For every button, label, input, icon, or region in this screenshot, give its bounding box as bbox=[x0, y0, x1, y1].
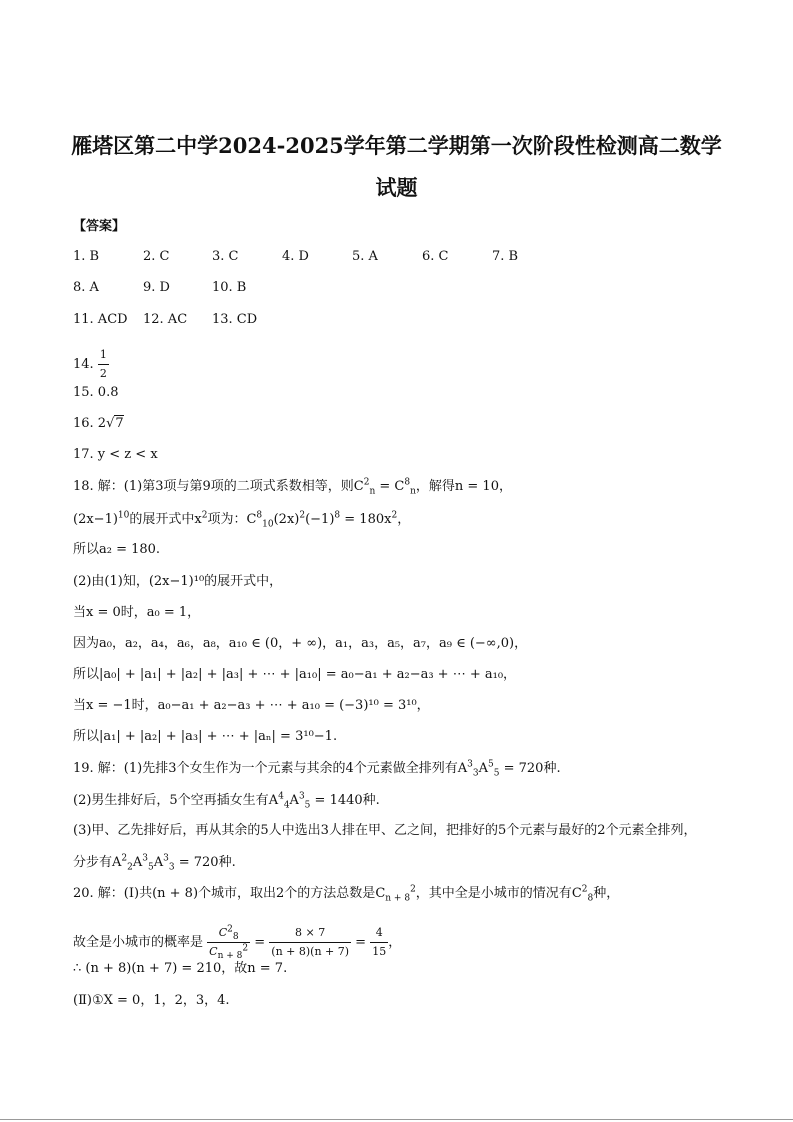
answer-item: 6. C bbox=[422, 249, 449, 264]
answer-item: 1. B bbox=[73, 249, 100, 264]
solution-18-line-9: 所以|a₁| + |a₂| + |a₃| + ⋯ + |aₙ| = 3¹⁰−1. bbox=[73, 729, 338, 744]
answer-item: 3. C bbox=[212, 249, 239, 264]
solution-18-line-5: 当x = 0时，a₀ = 1， bbox=[73, 605, 201, 620]
answer-item: 12. AC bbox=[143, 312, 188, 327]
page-title: 雁塔区第二中学2024-2025学年第二学期第一次阶段性检测高二数学 bbox=[71, 133, 722, 158]
solution-18-line-7: 所以|a₀| + |a₁| + |a₂| + |a₃| + ⋯ + |a₁₀| = a₀−a₁ + a₂−a₃ + ⋯ + a₁₀， bbox=[73, 667, 517, 682]
solution-18-line-8: 当x = −1时，a₀−a₁ + a₂−a₃ + ⋯ + a₁₀ = (−3)¹⁰ = 3¹⁰， bbox=[73, 698, 430, 713]
answer-item: 8. A bbox=[73, 280, 99, 295]
solution-19-line-4: 分步有$A^2_2A^3_5A^3_3 = 720$种. bbox=[73, 853, 236, 873]
fraction: $\frac{C^2_8}{C_{n + 8}^2}$ bbox=[209, 924, 249, 962]
solution-20-line-1: 20. 解：(Ⅰ)共(n + 8)个城市，取出2个的方法总数是$C_{n + 8}^2$，其中全是小城市的情况有$C^2_8$种， bbox=[73, 884, 620, 904]
solution-19-line-2: (2)男生排好后，5个空再插女生有$A^4_4A^3_5 = 1440$种. bbox=[73, 791, 380, 811]
answer-item: 9. D bbox=[143, 280, 170, 295]
solution-20-line-4: (Ⅱ)①X = 0，1，2，3，4. bbox=[73, 993, 230, 1008]
solution-18-line-1: 18. 解：(1)第3项与第9项的二项式系数相等，则$C^2_n = C^8_n$，解得n = 10， bbox=[73, 477, 512, 497]
answer-14 bbox=[73, 346, 109, 383]
solution-19-line-3: (3)甲、乙先排好后，再从其余的5人中选出3人排在甲、乙之间，把排好的5个元素与最好的2个元素全排列， bbox=[73, 823, 697, 838]
answer-16: 16. 2√7 bbox=[73, 416, 124, 431]
fraction: $\frac{1}{2}$ bbox=[99, 348, 107, 380]
solution-18-line-2: $(2x-1)^{10}$的展开式中$x^2$项为：$C^8_{10}(2x)^2(-1)^8 = 180x^2$， bbox=[73, 510, 411, 530]
answer-label: 14. bbox=[73, 357, 94, 372]
answer-item: 7. B bbox=[492, 249, 519, 264]
solution-20-line-3: ∴ (n + 8)(n + 7) = 210，故n = 7. bbox=[73, 961, 288, 976]
answer-item: 4. D bbox=[282, 249, 309, 264]
fraction: $\frac{8 \times 7}{(n + 8)(n + 7)}$ bbox=[271, 926, 350, 958]
answer-item: 10. B bbox=[212, 280, 247, 295]
answer-17: 17. y < z < x bbox=[73, 447, 158, 462]
answer-item: 13. CD bbox=[212, 312, 258, 327]
answer-item: 2. C bbox=[143, 249, 170, 264]
fraction: $\frac{4}{15}$ bbox=[372, 926, 387, 958]
answer-15: 15. 0.8 bbox=[73, 385, 119, 400]
solution-18-line-6: 因为a₀，a₂，a₄，a₆，a₈，a₁₀ ∈ (0，+ ∞)，a₁，a₃，a₅，a₇，a₉ ∈ (−∞,0)， bbox=[73, 636, 528, 651]
page-bottom-rule bbox=[0, 1119, 793, 1120]
answer-item: 5. A bbox=[352, 249, 378, 264]
page-title-line2: 试题 bbox=[375, 175, 418, 200]
solution-18-line-3: 所以a₂ = 180. bbox=[73, 542, 161, 557]
solution-19-line-1: 19. 解：(1)先排3个女生作为一个元素与其余的4个元素做全排列有$A^3_3A^5_5 = 720$种. bbox=[73, 759, 561, 779]
answer-item: 11. ACD bbox=[73, 312, 128, 327]
solution-20-line-2: 故全是小城市的概率是 $\frac{C^2_8}{C_{n + 8}^2}$ = $\frac{8 \times 7}{(n + 8)(n + 7)}$ = $\frac{4}{15}$ ， bbox=[73, 924, 402, 962]
answer-header: 【答案】 bbox=[73, 219, 126, 234]
solution-18-line-4: (2)由(1)知，(2x−1)¹⁰的展开式中， bbox=[73, 574, 283, 589]
